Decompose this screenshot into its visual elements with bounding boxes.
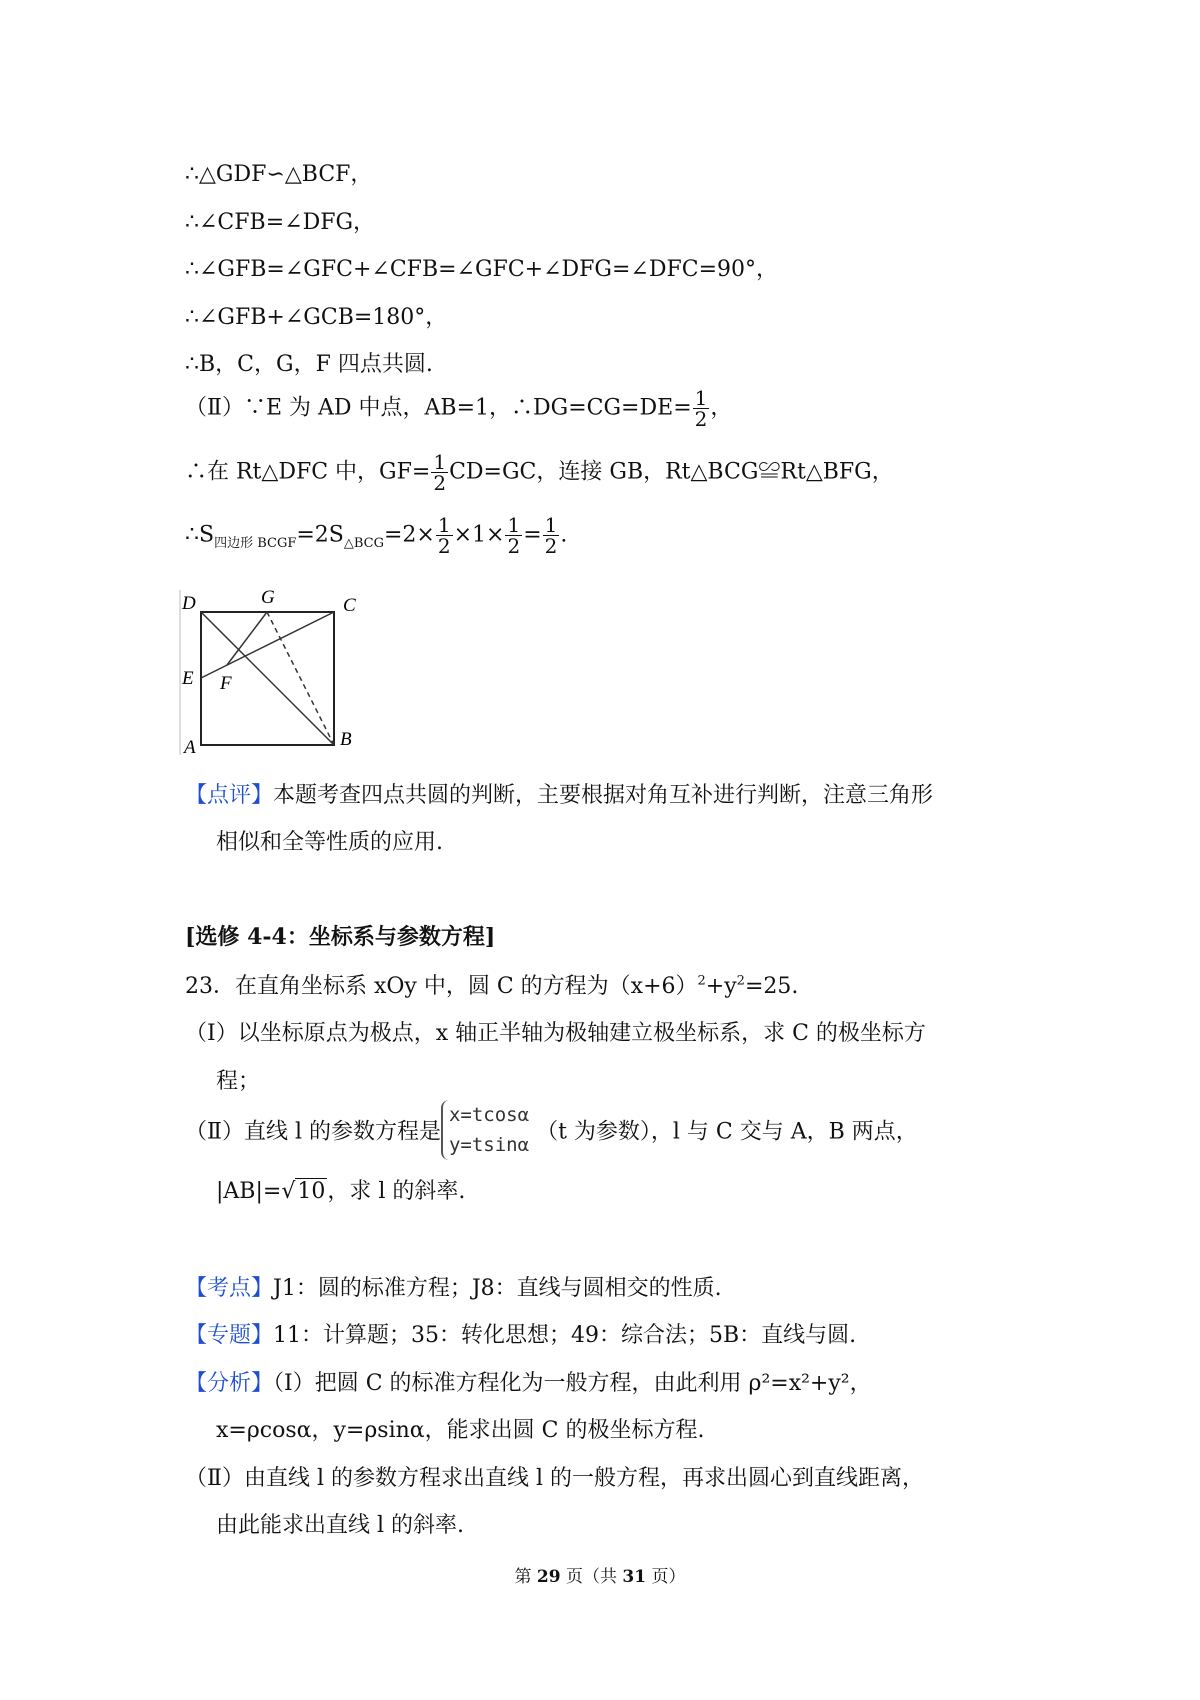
fraction: $\frac{1}{2}$ xyxy=(433,450,447,495)
proof-line: ∴∠CFB=∠DFG， xyxy=(185,210,376,235)
fraction: $\frac{1}{2}$ xyxy=(694,386,708,431)
q23-line5: |AB|=√10，求 l 的斜率. xyxy=(216,1179,466,1204)
proof-line: ∴△GDF∽△BCF， xyxy=(185,162,373,187)
part2-line3: $\therefore S_{四边形 BCGF}=2S_{\triangle BCG}=2\times$ $\frac{1}{2}$ ×1× $\frac{1}{2}$ = $\frac{1}{2}$ . xyxy=(185,513,568,558)
equation-system: x=tcosα y=tsinα xyxy=(441,1100,529,1160)
text: （Ⅱ）∵E 为 AD 中点，AB=1，∴DG=CG=DE= xyxy=(185,395,692,421)
svg-text:F: F xyxy=(220,673,232,694)
q23-line3: 程； xyxy=(216,1069,261,1094)
svg-text:C: C xyxy=(343,595,356,616)
part2-line2 xyxy=(185,452,894,493)
part2-line1 xyxy=(185,388,732,429)
fenxi-line1: 【分析】（Ⅰ）把圆 C 的标准方程化为一般方程，由此利用 ρ²=x²+y²， xyxy=(185,1371,872,1396)
text: CD=GC，连接 GB，Rt△BCG≌Rt△BFG， xyxy=(449,459,894,485)
section-heading: [选修 4-4：坐标系与参数方程] xyxy=(185,924,496,950)
page-footer: 第 29 页（共 31 页） xyxy=(514,1567,686,1587)
fenxi-line2: x=ρcosα，y=ρsinα，能求出圆 C 的极坐标方程. xyxy=(216,1418,705,1443)
svg-text:G: G xyxy=(261,587,275,608)
svg-text:D: D xyxy=(182,593,196,614)
zhuanti-line: 【专题】11：计算题；35：转化思想；49：综合法；5B：直线与圆. xyxy=(185,1323,857,1348)
proof-line: ∴∠GFB=∠GFC+∠CFB=∠GFC+∠DFG=∠DFC=90°， xyxy=(185,257,779,282)
fenxi-line3: （Ⅱ）由直线 l 的参数方程求出直线 l 的一般方程，再求出圆心到直线距离， xyxy=(185,1466,925,1491)
proof-line: ∴∠GFB+∠GCB=180°， xyxy=(185,305,448,330)
fenxi-line4: 由此能求出直线 l 的斜率. xyxy=(216,1513,465,1538)
text: ∴在 Rt△DFC 中，GF= xyxy=(185,459,431,485)
q23-line2: （Ⅰ）以坐标原点为极点，x 轴正半轴为极轴建立极坐标系，求 C 的极坐标方 xyxy=(185,1021,926,1046)
kaodian-line: 【考点】J1：圆的标准方程；J8：直线与圆相交的性质. xyxy=(185,1276,722,1301)
geometry-figure xyxy=(178,585,368,757)
comment-line2: 相似和全等性质的应用. xyxy=(216,830,443,855)
proof-line: ∴B，C，G，F 四点共圆. xyxy=(185,352,433,377)
q23-line4: （Ⅱ）直线 l 的参数方程是x=tcosα y=tsinα （t 为参数），l 与 C 交与 A，B 两点， xyxy=(185,1100,918,1160)
svg-text:E: E xyxy=(182,668,194,689)
q23-line1: 23．在直角坐标系 xOy 中，圆 C 的方程为$(x+6)^2+y^2=25$. xyxy=(185,973,799,999)
text: ， xyxy=(710,395,733,421)
svg-text:A: A xyxy=(184,737,196,757)
comment-line1: 【点评】本题考查四点共圆的判断，主要根据对角互补进行判断，注意三角形 xyxy=(185,783,934,808)
svg-text:B: B xyxy=(340,729,352,750)
